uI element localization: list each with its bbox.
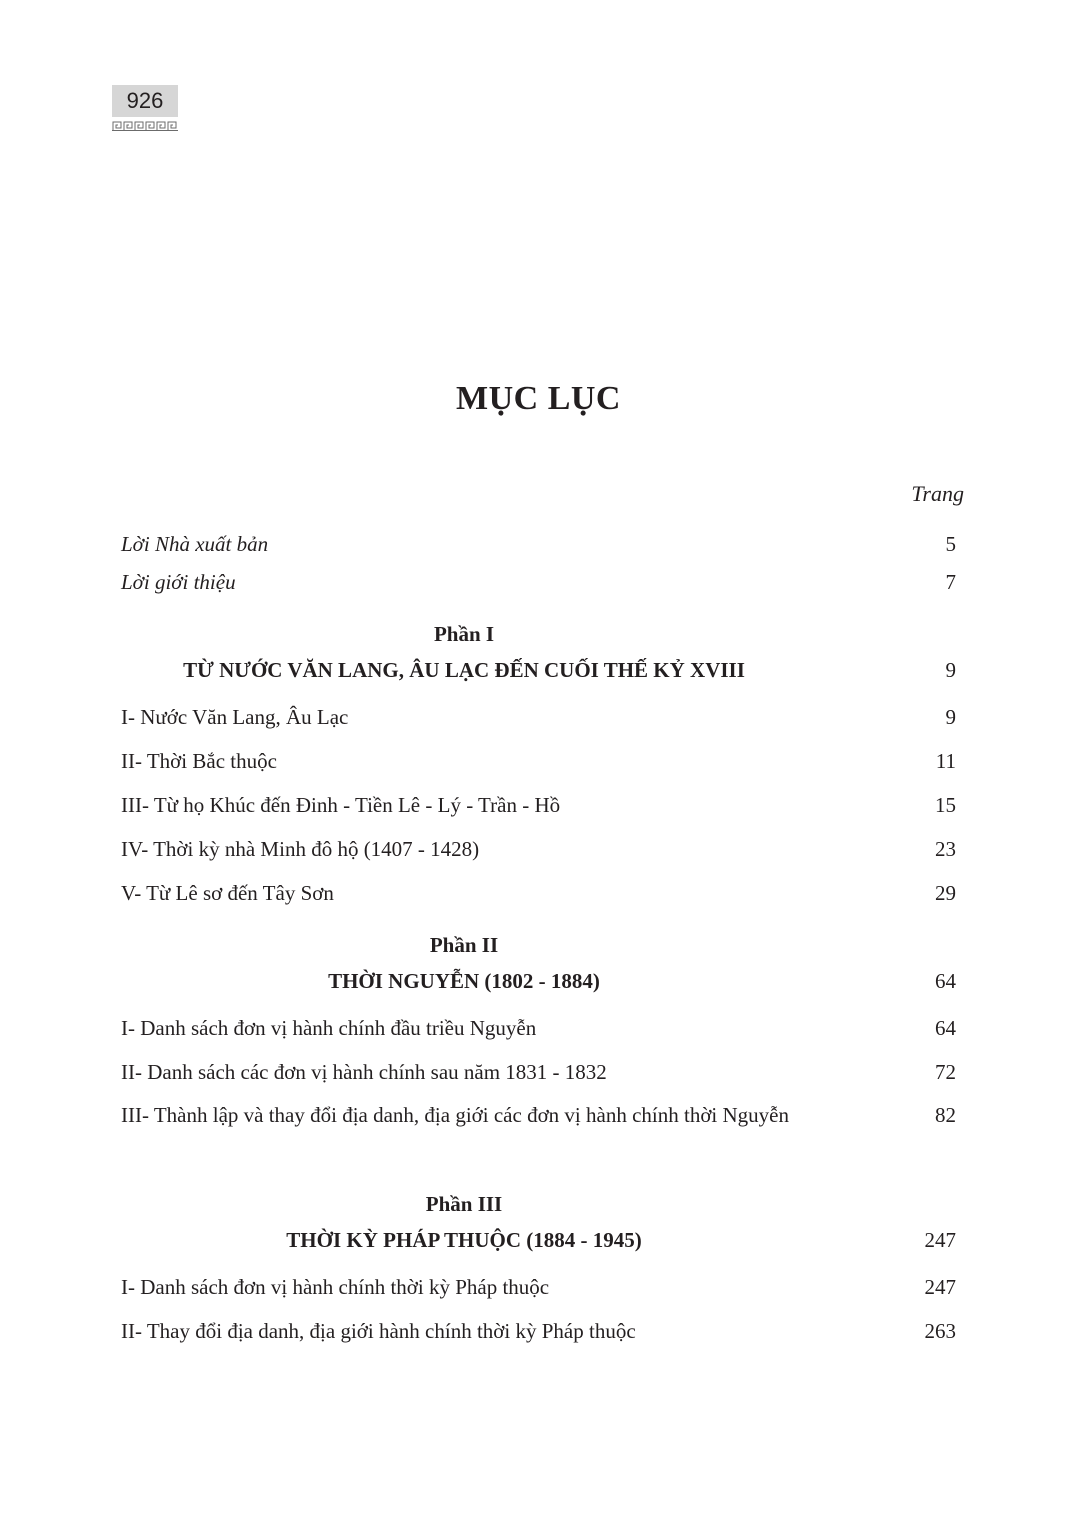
toc-entry-page: 11: [935, 749, 956, 773]
part-heading: Phần I: [433, 622, 495, 646]
toc-entry-label: III- Thành lập và thay đổi địa danh, địa giới các đơn vị hành chính thời Nguyễn: [121, 1103, 790, 1127]
toc-entry-label: II- Thay đổi địa danh, địa giới hành chính thời kỳ Pháp thuộc: [121, 1319, 636, 1343]
toc-entry-label: Lời giới thiệu: [121, 570, 236, 594]
toc-entry-label: IV- Thời kỳ nhà Minh đô hộ (1407 - 1428): [121, 837, 480, 861]
toc-entry-page: 5: [945, 532, 956, 556]
part-title-label: THỜI NGUYỄN (1802 - 1884): [328, 969, 600, 993]
page-title: MỤC LỤC: [456, 380, 621, 417]
part-title-page: 64: [935, 969, 956, 993]
toc-entry-page: 29: [935, 881, 956, 905]
part-title-label: THỜI KỲ PHÁP THUỘC (1884 - 1945): [286, 1228, 642, 1252]
toc-entry-label: V- Từ Lê sơ đến Tây Sơn: [121, 881, 334, 905]
toc-entry-label: I- Danh sách đơn vị hành chính đầu triều Nguyễn: [121, 1016, 537, 1040]
part-title-page: 9: [945, 658, 956, 682]
toc-entry-page: 23: [935, 837, 956, 861]
toc-entry-page: 263: [924, 1319, 956, 1343]
toc-entry-label: II- Danh sách các đơn vị hành chính sau năm 1831 - 1832: [121, 1060, 607, 1084]
toc-entry-page: 64: [935, 1016, 956, 1040]
toc-entry-label: III- Từ họ Khúc đến Đinh - Tiền Lê - Lý - Trần - Hồ: [121, 793, 561, 817]
toc-entry-label: II- Thời Bắc thuộc: [121, 749, 277, 773]
page-column-label: Trang: [911, 481, 964, 506]
part-title-label: TỪ NƯỚC VĂN LANG, ÂU LẠC ĐẾN CUỐI THẾ KỶ XVIII: [183, 658, 745, 682]
toc-entry-page: 247: [924, 1275, 956, 1299]
toc-entry-label: Lời Nhà xuất bản: [121, 532, 269, 556]
toc-entry-page: 82: [935, 1103, 956, 1127]
greek-key-ornament-icon: [112, 121, 178, 131]
toc-entry-page: 15: [935, 793, 956, 817]
toc-entry-page: 7: [945, 570, 956, 594]
part-heading: Phần II: [429, 933, 499, 957]
part-title-page: 247: [924, 1228, 956, 1252]
toc-entry-page: 72: [935, 1060, 956, 1084]
part-heading: Phần III: [425, 1192, 503, 1216]
toc-entry-label: I- Danh sách đơn vị hành chính thời kỳ Pháp thuộc: [121, 1275, 550, 1299]
toc-entry: [121, 1097, 956, 1134]
page-number: 926: [112, 85, 178, 117]
toc-entry-page: 9: [945, 705, 956, 729]
toc-entry-label: I- Nước Văn Lang, Âu Lạc: [121, 705, 349, 729]
